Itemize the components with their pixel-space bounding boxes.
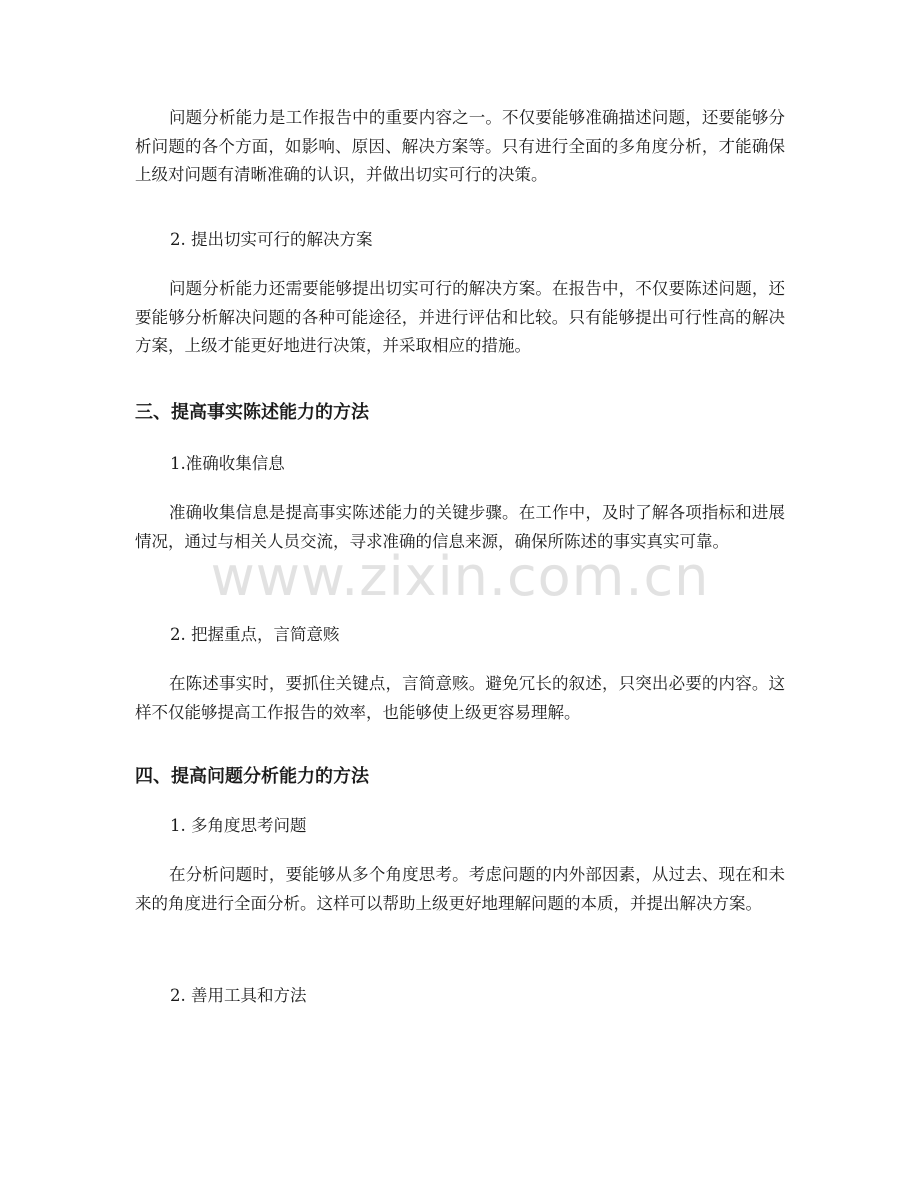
subheading: 2. 把握重点，言简意赅 <box>170 625 340 644</box>
subheading: 1.准确收集信息 <box>170 454 285 473</box>
subheading: 2. 善用工具和方法 <box>170 986 307 1005</box>
subheading: 2. 提出切实可行的解决方案 <box>170 230 373 249</box>
body-paragraph: 准确收集信息是提高事实陈述能力的关键步骤。在工作中，及时了解各项指标和进展情况，通过与相关人员交流，寻求准确的信息来源，确保所陈述的事实真实可靠。 <box>135 503 785 551</box>
section-heading: 四、提高问题分析能力的方法 <box>135 766 369 787</box>
body-paragraph: 问题分析能力还需要能够提出切实可行的解决方案。在报告中，不仅要陈述问题，还要能够分析解决问题的各种可能途径，并进行评估和比较。只有能够提出可行性高的解决方案，上级才能更好地进行决策，并采取相应的措施。 <box>135 279 785 355</box>
body-paragraph: 在陈述事实时，要抓住关键点，言简意赅。避免冗长的叙述，只突出必要的内容。这样不仅能够提高工作报告的效率，也能够使上级更容易理解。 <box>135 674 785 722</box>
section-heading: 三、提高事实陈述能力的方法 <box>135 402 369 423</box>
body-paragraph: 问题分析能力是工作报告中的重要内容之一。不仅要能够准确描述问题，还要能够分析问题的各个方面，如影响、原因、解决方案等。只有进行全面的多角度分析，才能确保上级对问题有清晰准确的认识，并做出切实可行的决策。 <box>135 108 785 184</box>
subheading: 1. 多角度思考问题 <box>170 816 307 835</box>
watermark: www.zixin.com.cn <box>210 545 710 608</box>
body-paragraph: 在分析问题时，要能够从多个角度思考。考虑问题的内外部因素，从过去、现在和未来的角度进行全面分析。这样可以帮助上级更好地理解问题的本质，并提出解决方案。 <box>135 865 785 913</box>
